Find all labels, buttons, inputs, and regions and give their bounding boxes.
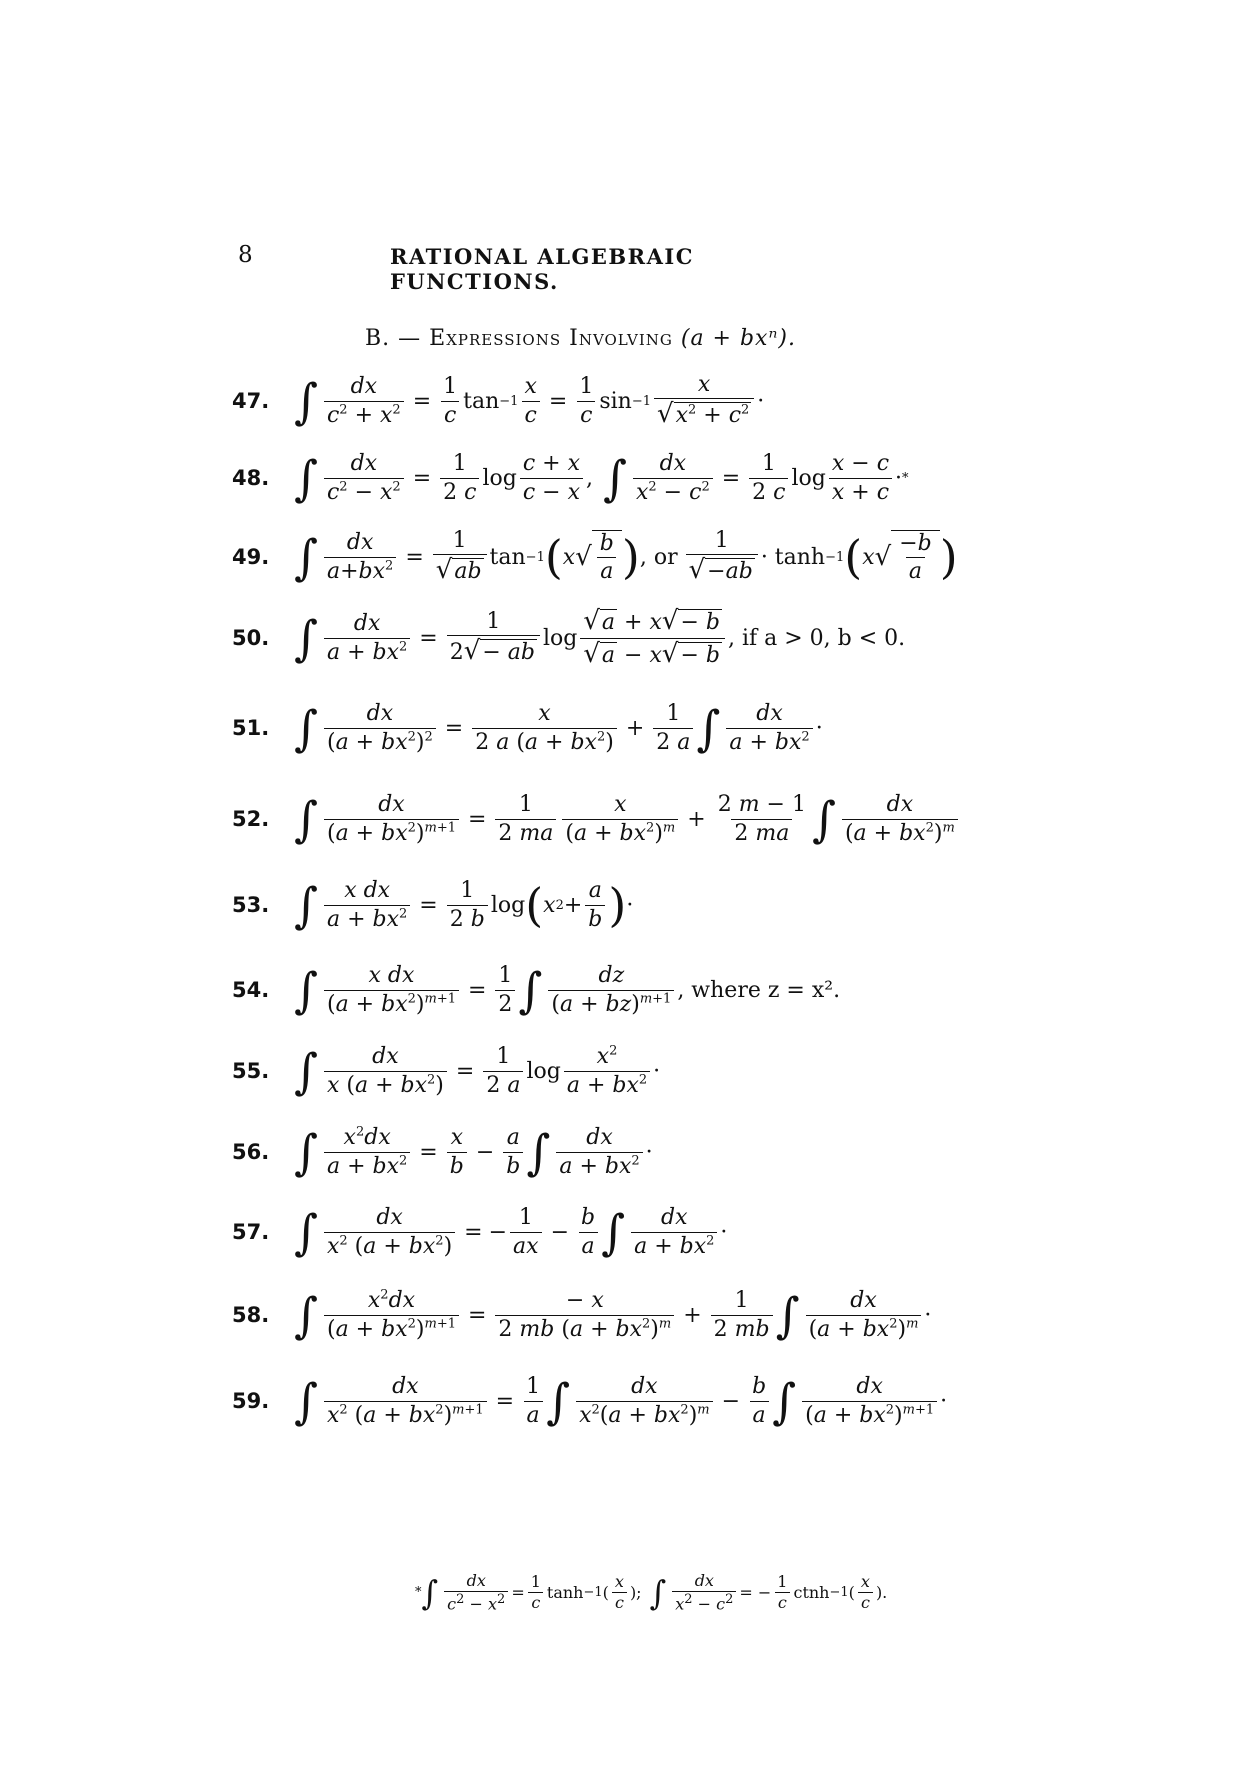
formula-51: 51. ∫ $\frac{dx}{(a + bx^2)^2}$ = $\frac{x}{2 a (a + bx^2)}$ + $\frac{1}{2 a}$ ∫ $\frac{dx}{a + bx^2}$ ·	[232, 699, 823, 757]
formula-48: 48. ∫ $\frac{dx}{c^2 - x^2}$ = $\frac{1}{2 c}$ log $\frac{c + x}{c - x}$ , ∫ $\frac{dx}{x^2 - c^2}$ = $\frac{1}{2 c}$ log $\frac{x - c}{x + c}$ · *	[232, 449, 909, 507]
footnote-marker: *	[415, 1585, 422, 1601]
section-heading-expression: (a + bxⁿ).	[680, 326, 796, 351]
where-text: , where z = x².	[677, 977, 841, 1003]
formula-47: 47. ∫ $\frac{dx}{c^2 + x^2}$ = $\frac{1}{c}$ tan −1 $\frac{x}{c}$ = $\frac{1}{c}$ sin −1 $\frac{x}{√x^2 + c^2}$ ·	[232, 371, 765, 430]
formula-label: 57.	[232, 1220, 270, 1244]
footnote-marker: *	[902, 470, 909, 486]
formula-49: 49. ∫ $\frac{dx}{a+bx^2}$ = $\frac{1}{√ab}$ tan −1 ( x √ $\frac{b}{a}$ ) , or $\frac{1}{√-ab}$ · tanh −1 ( x √ $\frac{-b}{a}$ )	[232, 527, 958, 586]
formula-59: 59. ∫ $\frac{dx}{x^2 (a + bx^2)^{m+1}}$ = $\frac{1}{a}$ ∫ $\frac{dx}{x^2(a + bx^2)^m}$ − $\frac{b}{a}$ ∫ $\frac{dx}{(a + bx^2)^{m+1}}$ ·	[232, 1372, 948, 1430]
section-heading-text: B. — Expressions Involving	[365, 326, 673, 351]
formula-label: 53.	[232, 893, 270, 917]
formula-label: 55.	[232, 1059, 270, 1083]
formula-label: 52.	[232, 807, 270, 831]
formula-50: 50. ∫ $\frac{dx}{a + bx^2}$ = $\frac{1}{2√- ab}$ log $\frac{√a + x√- b}{√a - x√- b}$ , if a > 0, b < 0.	[232, 605, 906, 669]
formula-label: 54.	[232, 978, 270, 1002]
formula-label: 56.	[232, 1140, 270, 1164]
formula-56: 56. ∫ $\frac{x^2dx}{a + bx^2}$ = $\frac{x}{b}$ − $\frac{a}{b}$ ∫ $\frac{dx}{a + bx^2}$ ·	[232, 1123, 653, 1181]
page-title: RATIONAL ALGEBRAIC FUNCTIONS.	[390, 244, 694, 294]
formula-label: 59.	[232, 1389, 270, 1413]
formula-57: 57. ∫ $\frac{dx}{x^2 (a + bx^2)}$ = − $\frac{1}{ax}$ − $\frac{b}{a}$ ∫ $\frac{dx}{a + bx^2}$ ·	[232, 1203, 728, 1261]
formula-label: 49.	[232, 545, 270, 569]
formula-label: 47.	[232, 389, 270, 413]
formula-55: 55. ∫ $\frac{dx}{x (a + bx^2)}$ = $\frac{1}{2 a}$ log $\frac{x^2}{a + bx^2}$ ·	[232, 1042, 661, 1100]
formula-label: 48.	[232, 466, 270, 490]
formula-58: 58. ∫ $\frac{x^2dx}{(a + bx^2)^{m+1}}$ = $\frac{- x}{2 mb (a + bx^2)^m}$ + $\frac{1}{2 mb}$ ∫ $\frac{dx}{(a + bx^2)^m}$ ·	[232, 1286, 932, 1344]
page-number: 8	[238, 242, 255, 268]
condition-text: , if a > 0, b < 0.	[727, 625, 906, 651]
or-text: , or	[639, 544, 678, 570]
formula-54: 54. ∫ $\frac{\text{x dx}}{(a + bx^2)^{m+1}}$ = $\frac{1}{2}$ ∫ $\frac{dz}{(a + bz)^{m+1}}$ , where z = x².	[232, 961, 841, 1019]
formula-label: 58.	[232, 1303, 270, 1327]
formula-52: 52. ∫ $\frac{dx}{(a + bx^2)^{m+1}}$ = $\frac{1}{2 ma}$ $\frac{x}{(a + bx^2)^m}$ + $\frac{2 m - 1}{2 ma}$ ∫ $\frac{dx}{(a + bx^2)^m}$	[232, 784, 1032, 854]
section-heading	[365, 326, 796, 351]
formula-53: 53. ∫ $\frac{\text{x dx}}{a + bx^2}$ = $\frac{1}{2 b}$ log ( x 2 + $\frac{a}{b}$ ) ·	[232, 876, 634, 934]
formula-label: 51.	[232, 716, 270, 740]
footnote: * ∫ $\frac{dx}{c^2 - x^2}$ = $\frac{1}{c}$ tanh −1 ( $\frac{x}{c}$ ); ∫ $\frac{dx}{x^2 - c^2}$ = − $\frac{1}{c}$ ctnh −1 ( $\frac{x}{c}$ ).	[415, 1570, 888, 1614]
formula-label: 50.	[232, 626, 270, 650]
